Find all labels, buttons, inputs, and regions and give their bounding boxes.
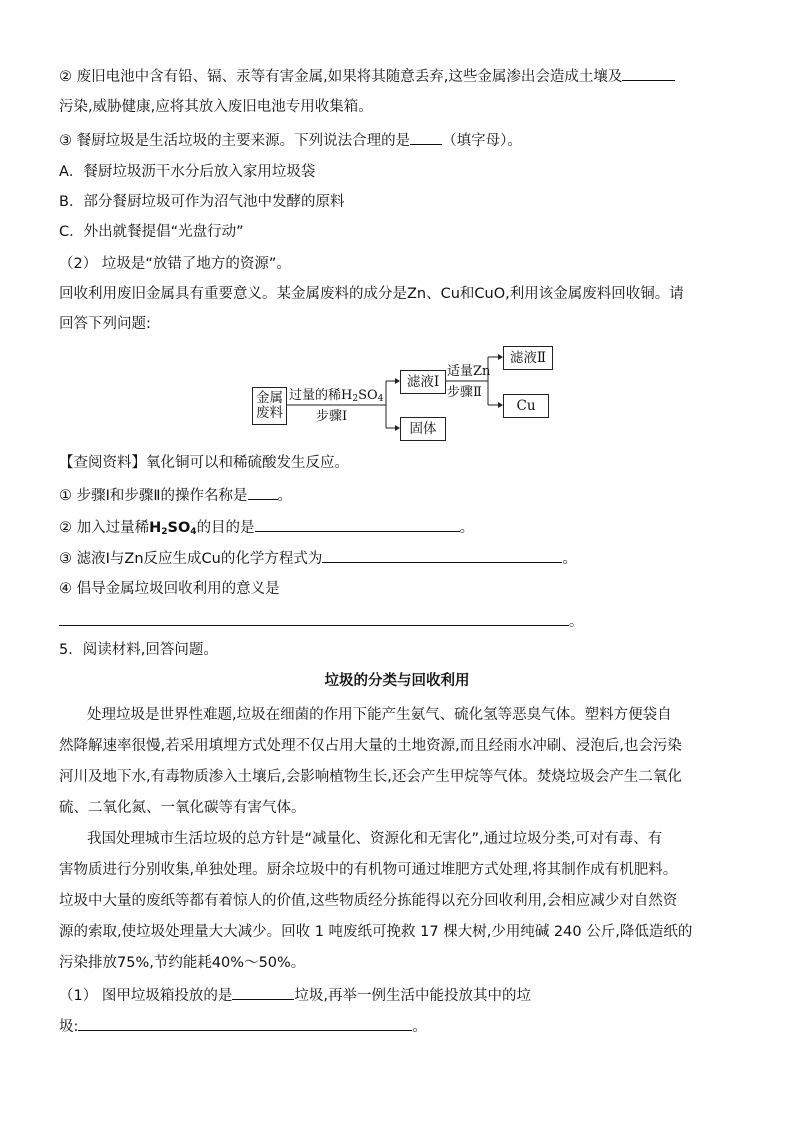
answer-blank[interactable]	[78, 1016, 412, 1031]
answer-blank[interactable]	[59, 611, 569, 626]
box-copper: Cu	[503, 394, 549, 418]
raw-material-line1: 金属	[256, 390, 283, 406]
q4-sub2-text: ② 加入过量稀	[59, 520, 150, 536]
article-p2-line4: 源的索取,使垃圾处理量大大减少。回收 1 吨废纸可挽救 17 棵大树,少用纯碱 240 公斤,降低造纸的	[59, 924, 693, 940]
reagent1-label: 过量的稀$H_2SO_4$	[289, 388, 384, 404]
q4-part2-heading: （2） 垃圾是“放错了地方的资源”。	[59, 256, 291, 272]
q5-heading: 5．阅读材料,回答问题。	[59, 642, 218, 658]
step1-label: 步骤Ⅰ	[316, 409, 348, 424]
q5-sub1-line2: 圾: 。	[59, 1016, 427, 1037]
q4-item2-line1	[59, 66, 675, 87]
answer-blank[interactable]	[232, 985, 294, 1000]
box-solid: 固体	[400, 417, 446, 441]
article-p1-line3: 河川及地下水,有毒物质渗入土壤后,会影响植物生长,还会产生甲烷等气体。焚烧垃圾会产生二氧化	[59, 769, 682, 785]
q4-item3-line	[59, 130, 522, 151]
reagent2-label: 适量Zn	[447, 364, 491, 379]
box-filtrate2: 滤液Ⅱ	[503, 346, 553, 370]
article-p2-line5: 污染排放75%,节约能耗40%～50%。	[59, 955, 306, 971]
box-filtrate1: 滤液Ⅰ	[400, 370, 446, 394]
step2-label: 步骤Ⅱ	[447, 385, 482, 400]
option-c: C．外出就餐提倡“光盘行动”	[59, 224, 244, 240]
h2so4-formula: $H_2SO_4$	[149, 520, 197, 537]
q4-part2-intro-line2: 回答下列问题:	[59, 316, 151, 332]
q4-item2-line2: 污染,威胁健康,应将其放入废旧电池专用收集箱。	[59, 99, 373, 115]
q4-sub1: ① 步骤Ⅰ和步骤Ⅱ的操作名称是 。	[59, 485, 292, 506]
q4-sub4-text: ④ 倡导金属垃圾回收利用的意义是	[59, 581, 280, 597]
article-p1-line1: 处理垃圾是世界性难题,垃圾在细菌的作用下能产生氨气、硫化氢等恶臭气体。塑料方便袋自	[87, 707, 672, 723]
article-p1-line2: 然降解速率很慢,若采用填埋方式处理不仅占用大量的土地资源,而且经雨水冲刷、浸泡后,也会污染	[59, 738, 682, 754]
option-b: B．部分餐厨垃圾可作为沼气池中发酵的原料	[59, 194, 345, 210]
answer-blank[interactable]	[322, 548, 562, 563]
option-a: A．餐厨垃圾沥干水分后放入家用垃圾袋	[59, 164, 316, 180]
q4-item2-text: ② 废旧电池中含有铅、镉、汞等有害金属,如果将其随意丢弃,这些金属渗出会造成土壤及	[59, 69, 623, 85]
article-p2-line2: 害物质进行分别收集,单独处理。厨余垃圾中的有机物可通过堆肥方式处理,将其制作成有机肥料。	[59, 862, 678, 878]
answer-blank[interactable]	[622, 66, 675, 81]
answer-blank[interactable]	[248, 485, 278, 500]
raw-material-line2: 废料	[256, 405, 283, 421]
q4-sub2: ② 加入过量稀$H_2SO_4$的目的是 。	[59, 517, 474, 542]
q5-sub1-line1: （1） 图甲垃圾箱投放的是 垃圾,再举一例生活中能投放其中的垃	[59, 985, 531, 1006]
q4-sub3: ③ 滤液Ⅰ与Zn反应生成Cu的化学方程式为 。	[59, 548, 577, 569]
article-title: 垃圾的分类与回收利用	[324, 673, 470, 689]
box-metal-waste	[252, 387, 287, 425]
q4-sub3-text: ③ 滤液Ⅰ与Zn反应生成Cu的化学方程式为	[59, 551, 323, 567]
q4-sub1-text: ① 步骤Ⅰ和步骤Ⅱ的操作名称是	[59, 488, 248, 504]
info-note: 【查阅资料】氧化铜可以和稀硫酸发生反应。	[59, 455, 349, 471]
q4-item3-suffix: （填字母）。	[442, 133, 522, 149]
answer-blank[interactable]	[255, 517, 460, 532]
answer-blank[interactable]	[410, 130, 442, 145]
q5-sub1-text: （1） 图甲垃圾箱投放的是	[59, 988, 233, 1004]
article-p1-line4: 硫、二氧化氮、一氧化碳等有害气体。	[59, 800, 306, 816]
q4-part2-intro-line1: 回收利用废旧金属具有重要意义。某金属废料的成分是Zn、Cu和CuO,利用该金属废料回收铜。请	[59, 286, 684, 302]
q4-sub4-answer: 。	[59, 611, 584, 632]
article-p2-line3: 垃圾中大量的废纸等都有着惊人的价值,这些物质经分拣能得以充分回收利用,会相应减少对自然资	[59, 893, 678, 909]
article-p2-line1: 我国处理城市生活垃圾的总方针是“减量化、资源化和无害化”,通过垃圾分类,可对有毒、有	[87, 831, 663, 847]
q4-item3-text: ③ 餐厨垃圾是生活垃圾的主要来源。下列说法合理的是	[59, 133, 411, 149]
